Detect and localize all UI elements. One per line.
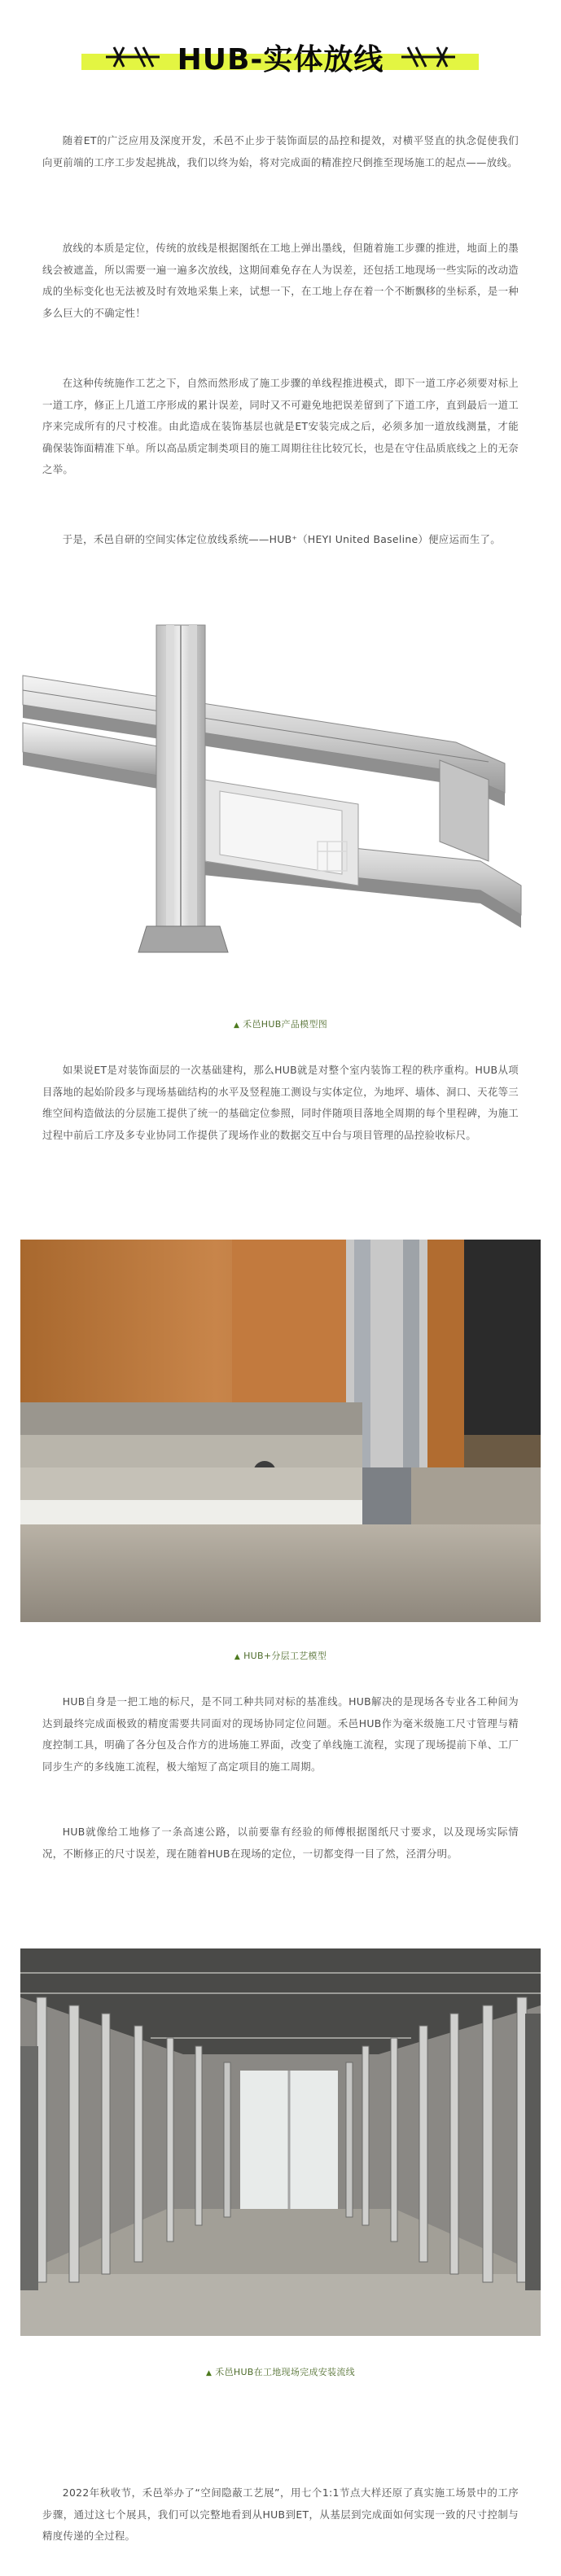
paragraph-7: HUB就像给工地修了一条高速公路，以前要靠有经验的师傅根据图纸尺寸要求，以及现场实际情况，不断修正的尺寸误差，现在随着HUB在现场的定位，一切都变得一目了然，泾渭分明。 [42,1826,519,1860]
paragraph-3: 在这种传统施作工艺之下，自然而然形成了施工步骤的单线程推进模式，即下一道工序必须要对标上一道工序，修正上几道工序形成的累计误差，同时又不可避免地把误差留到了下道工序，直到最后一道工序来完成所有的尺寸校准。由此造成在装饰基层也就是ET安装完成之后，必须多加一道放线测量，才能确保装饰面精准下单。所以高品质定制类项目的施工周期往往比较冗长，也是在守住品质底线之上的无奈之举。 [42,377,519,475]
layered-process-illustration [20,1240,541,1622]
hub-profile-illustration [0,617,561,975]
hub-product-model-figure [0,617,561,975]
right-ornament-icon [398,42,458,72]
caption-text-2: HUB+分层工艺模型 [243,1651,327,1661]
paragraph-4: 于是，禾邑自研的空间实体定位放线系统——HUB⁺（HEYI United Baseline）便应运而生了。 [62,533,501,545]
left-ornament-icon [103,42,163,72]
caption-text-3: 禾邑HUB在工地现场完成安装流线 [215,2367,355,2377]
caption-text-1: 禾邑HUB产品模型图 [243,1019,328,1030]
caption-triangle-icon: ▲ [206,2369,213,2377]
title-banner [0,36,561,78]
paragraph-6: HUB自身是一把工地的标尺，是不同工种共同对标的基准线。HUB解决的是现场各专业各工种间为达到最终完成面极致的精度需要共同面对的现场协同定位问题。禾邑HUB作为毫米级施工尺寸管理与精度控制工具，明确了各分包及合作方的进场施工界面，改变了单线施工流程，实现了现场提前下单、工厂同步生产的多线施工流程，极大缩短了高定项目的施工周期。 [42,1695,519,1773]
figure-caption-1 [0,1017,561,1030]
caption-triangle-icon: ▲ [233,1021,240,1030]
paragraph-8: 2022年秋收节，禾邑举办了“空间隐蔽工艺展”，用七个1:1节点大样还原了真实施工场景中的工序步骤，通过这七个展具，我们可以完整地看到从HUB到ET，从基层到完成面如何实现一致的尺寸控制与精度传递的全过程。 [42,2486,519,2542]
figure-caption-2 [0,1649,561,1662]
site-installation-illustration [20,1948,541,2336]
caption-triangle-icon: ▲ [234,1653,241,1661]
paragraph-2: 放线的本质是定位，传统的放线是根据图纸在工地上弹出墨线，但随着施工步骤的推进，地面上的墨线会被遮盖，所以需要一遍一遍多次放线，这期间难免存在人为误差，还包括工地现场一些实际的改动造成的坐标变化也无法被及时有效地采集上来，试想一下，在工地上存在着一个不断飘移的坐标系，是一种多么巨大的不确定性！ [42,242,519,319]
page-title: HUB-实体放线 [177,42,384,77]
paragraph-1: 随着ET的广泛应用及深度开发，禾邑不止步于装饰面层的品控和提效，对横平竖直的执念促使我们向更前端的工序工步发起挑战，我们以终为始，将对完成面的精准控尺倒推至现场施工的起点——放线。 [42,134,519,168]
site-installation-photo [20,1948,541,2336]
paragraph-5: 如果说ET是对装饰面层的一次基础建构，那么HUB就是对整个室内装饰工程的秩序重构。HUB从项目落地的起始阶段多与现场基础结构的水平及竖程施工测设与实体定位，为地坪、墙体、洞口、天花等三维空间构造做法的分层施工提供了统一的基础定位参照，同时伴随项目落地全周期的每个里程碑，为施工过程中前后工序及多专业协同工作提供了现场作业的数据交互中台与项目管理的品控验收标尺。 [42,1064,519,1141]
layered-process-photo [20,1240,541,1622]
figure-caption-3 [0,2365,561,2378]
